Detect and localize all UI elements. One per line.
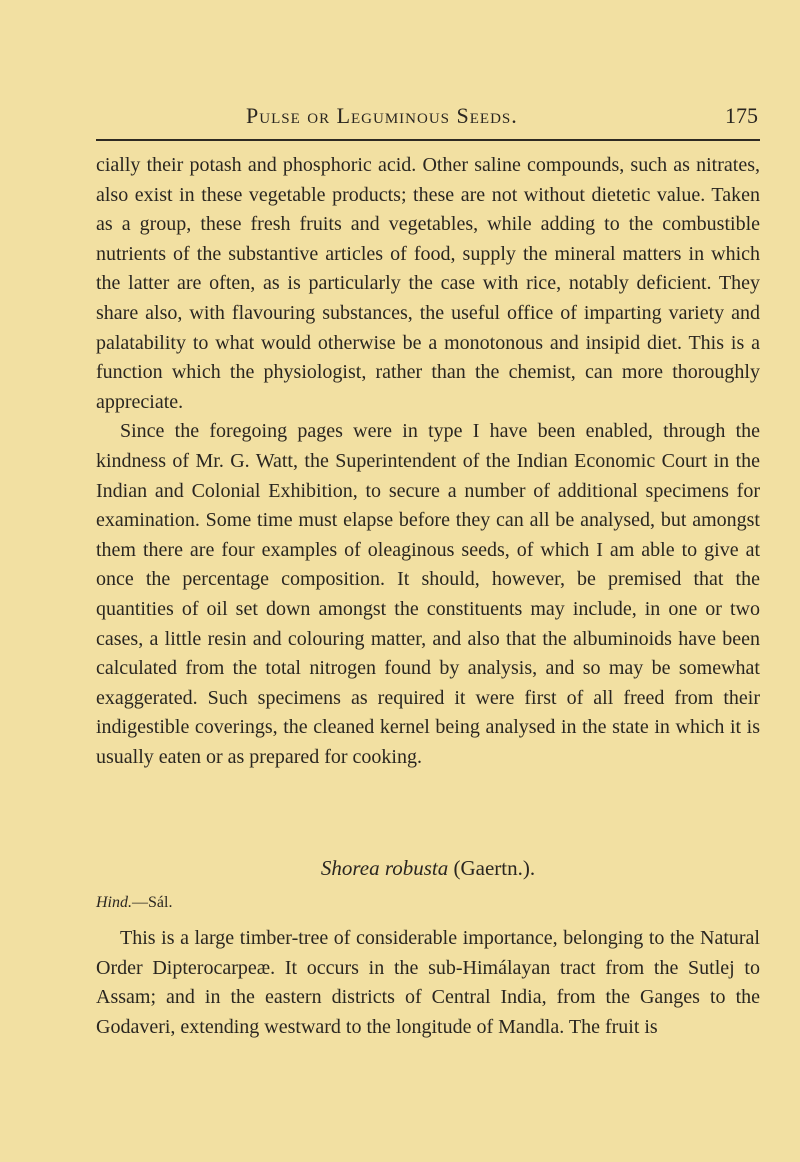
species-description (96, 924, 760, 1042)
species-authority: (Gaertn.). (453, 856, 536, 880)
vernacular-label: Hind. (96, 894, 132, 911)
paragraph-shorea: This is a large timber-tree of considerable importance, belonging to the Natural Order Dipterocarpeæ. It occurs in the sub-Himálayan tract from the Sutlej to Assam; and in the eastern districts of Central India, from the Ganges to the Godaveri, extending westward to the longitude of Mandla. The fruit is (96, 927, 760, 1038)
vernacular-name (96, 894, 172, 912)
running-title: Pulse or Leguminous Seeds. (246, 103, 518, 128)
species-heading (96, 856, 760, 881)
body-text (96, 151, 760, 772)
vernacular-value: —Sál. (132, 894, 173, 911)
running-head (96, 103, 760, 133)
page-number: 175 (725, 103, 758, 128)
species-latin-name: Shorea robusta (320, 856, 449, 880)
paragraph-specimens: Since the foregoing pages were in type I have been enabled, through the kindness of Mr. G. Watt, the Superintendent of the Indian Economic Court in the Indian and Colonial Exhibition, to secure a number of additional specimens for examination. Some time must elapse before they can all be analysed, but amongst them there are four examples of oleaginous seeds, of which I am able to give at once the percentage composition. It should, however, be premised that the quantities of oil set down amongst the constituents may include, in one or two cases, a little resin and colouring matter, and also that the albuminoids have been calculated from the total nitrogen found by analysis, and so may be somewhat exaggerated. Such specimens as required it were first of all freed from their indigestible coverings, the cleaned kernel being analysed in the state in which it is usually eaten or as prepared for cooking. (96, 420, 760, 768)
paragraph-continued: cially their potash and phosphoric acid. Other saline compounds, such as nitrates, also exist in these vegetable products; these are not without dietetic value. Taken as a group, these fresh fruits and vegetables, while adding to the combustible nutrients of the substantive articles of food, supply the mineral matters in which the latter are often, as is particularly the case with rice, notably deficient. They share also, with flavouring substances, the useful office of imparting variety and palatability to what would otherwise be a monotonous and insipid diet. This is a function which the physiologist, rather than the chemist, can more thoroughly appreciate. (96, 154, 760, 413)
header-rule (96, 139, 760, 141)
